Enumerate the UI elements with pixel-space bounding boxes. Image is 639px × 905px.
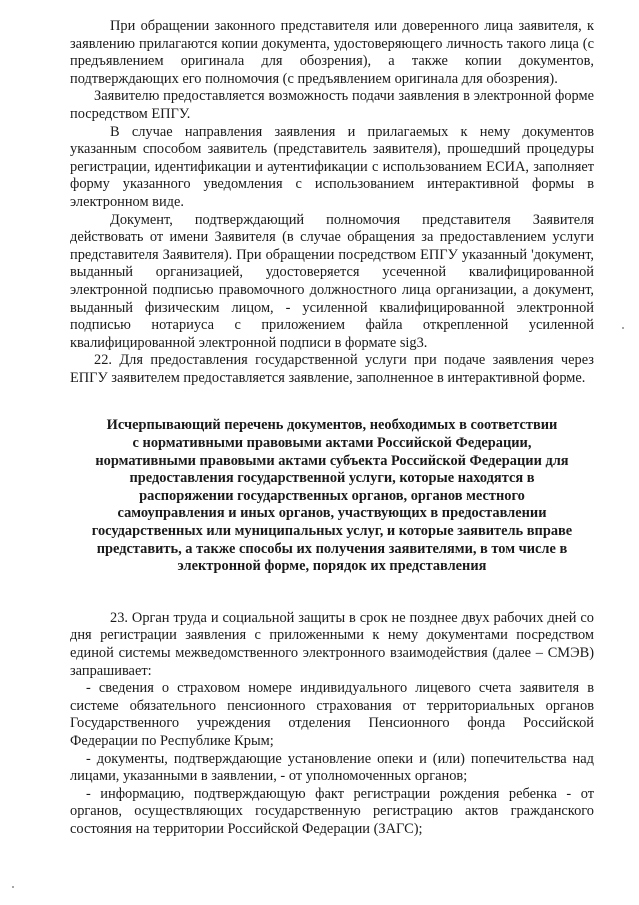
list-item-insurance-number: - сведения о страховом номере индивидуального лицевого счета заявителя в системе обязательного пенсионного страхования от территориальных органов Государственного учреждения отделения Пенсионного фонда Российской Федерации по Республике Крым; bbox=[70, 680, 594, 749]
paragraph-representative-authority: Документ, подтверждающий полномочия представителя Заявителя действовать от имени Заявителя (в случае обращения за предоставлением услуги представителя Заявителя). При обращении посредством ЕПГУ указанный 'документ, выданный организацией, удостоверяется усеченной квалифицированной электронной подписью правомочного должностного лица организации, а документ, выданный физическим лицом, - усиленной квалифицированной электронной подписью нотариуса с приложением файла открепленной усиленной квалифицированной электронной подписи в формате sig3. bbox=[70, 211, 594, 351]
heading-line: самоуправления и иных органов, участвующих в предоставлении bbox=[117, 505, 547, 522]
list-item-guardianship-documents: - документы, подтверждающие установление опеки и (или) попечительства над лицами, указанными в заявлении, - от уполномоченных органов; bbox=[70, 750, 594, 785]
section-heading bbox=[74, 417, 590, 575]
heading-line: с нормативными правовыми актами Российской Федерации, bbox=[132, 435, 532, 452]
heading-line: электронной форме, порядок их представления bbox=[177, 558, 487, 575]
heading-line: предоставления государственной услуги, которые находятся в bbox=[129, 470, 535, 487]
scan-speck bbox=[622, 327, 624, 329]
list-item-birth-registration: - информацию, подтверждающую факт регистрации рождения ребенка - от органов, осуществляющих государственную регистрацию актов гражданского состояния на территории Российской Федерации (ЗАГС); bbox=[70, 785, 594, 837]
paragraph-23-smev-request: 23. Орган труда и социальной защиты в срок не позднее двух рабочих дней со дня регистрации заявления с приложенными к нему документами посредством единой системы межведомственного электронного взаимодействия (далее – СМЭВ) запрашивает: bbox=[70, 609, 594, 679]
paragraph-electronic-submission: Заявителю предоставляется возможность подачи заявления в электронной форме посредством ЕПГУ. bbox=[70, 88, 594, 122]
paragraph-22-interactive-form: 22. Для предоставления государственной услуги при подаче заявления через ЕПГУ заявителем предоставляется заявление, заполненное в интерактивной форме. bbox=[70, 352, 594, 386]
heading-line: Исчерпывающий перечень документов, необходимых в соответствии bbox=[106, 417, 558, 434]
heading-line: нормативными правовыми актами субъекта Российской Федерации для bbox=[95, 452, 569, 469]
heading-line: представить, а также способы их получения заявителями, в том числе в bbox=[96, 540, 568, 557]
heading-line: распоряжении государственных органов, органов местного bbox=[139, 487, 525, 504]
paragraph-representative-documents: При обращении законного представителя или доверенного лица заявителя, к заявлению прилагаются копии документа, удостоверяющего личность такого лица (с предъявлением оригинала для обозрения), а также копии документов, подтверждающих его полномочия (с предъявлением оригинала для обозрения). bbox=[70, 18, 594, 87]
heading-line: государственных или муниципальных услуг, и которые заявитель вправе bbox=[91, 523, 573, 540]
paragraph-esia-procedure: В случае направления заявления и прилагаемых к нему документов указанным способом заявитель (представитель заявителя), прошедший процедуры регистрации, идентификации и аутентификации с использованием ЕСИА, заполняет форму указанного уведомления с использованием интерактивной формы в электронном виде. bbox=[70, 123, 594, 210]
document-page bbox=[70, 18, 594, 839]
scan-speck bbox=[12, 886, 14, 888]
